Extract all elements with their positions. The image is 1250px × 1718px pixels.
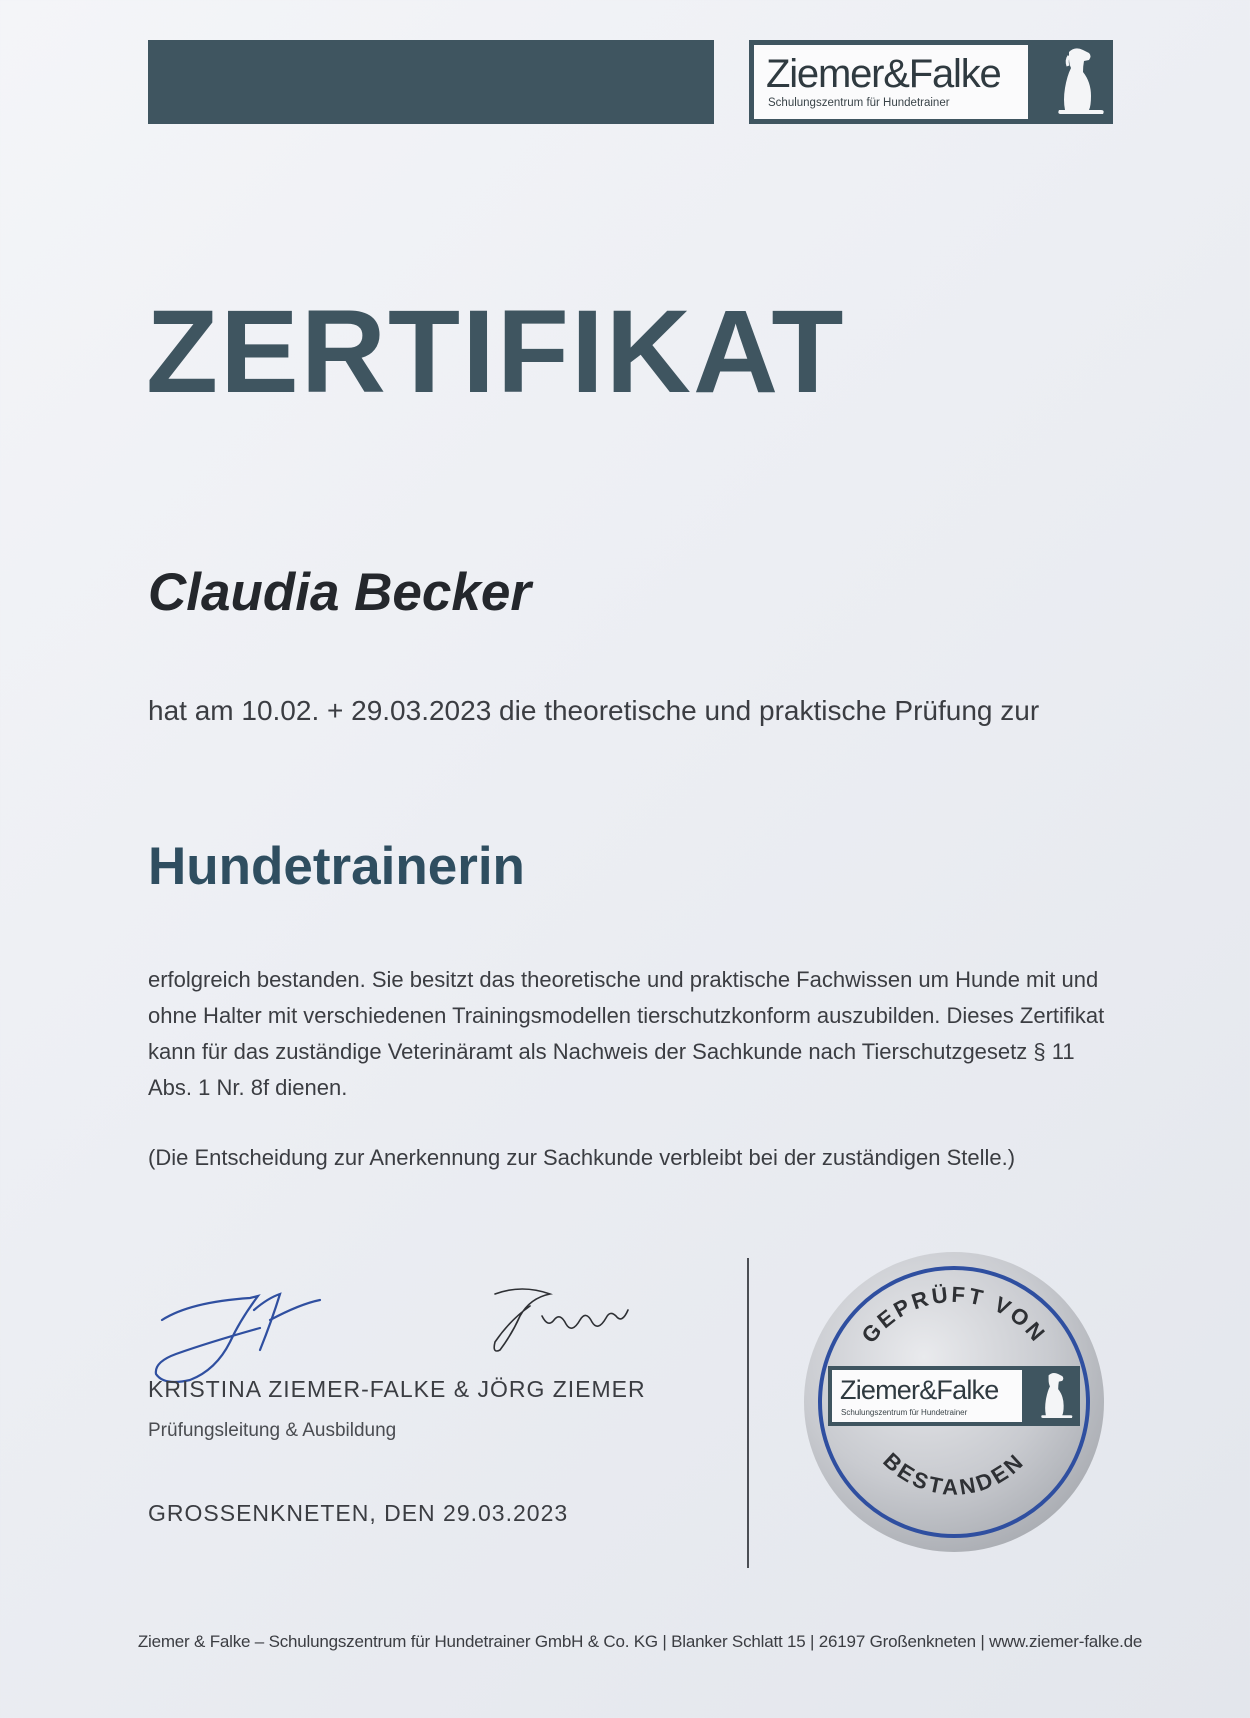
seal-logo-name: Ziemer&Falke bbox=[840, 1375, 999, 1405]
exam-intro-text: hat am 10.02. + 29.03.2023 die theoretische und praktische Prüfung zur bbox=[148, 695, 1040, 726]
certificate-title: ZERTIFIKAT bbox=[146, 286, 846, 418]
header-bar bbox=[148, 40, 714, 124]
seal-logo-text-panel bbox=[832, 1370, 1022, 1422]
sitting-dog-icon bbox=[1039, 44, 1109, 120]
recipient-name: Claudia Becker bbox=[148, 563, 531, 622]
logo-name: Ziemer&Falke bbox=[766, 52, 1001, 96]
qualification-title: Hundetrainerin bbox=[148, 837, 525, 896]
signer-names: KRISTINA ZIEMER-FALKE & JÖRG ZIEMER bbox=[148, 1376, 646, 1402]
seal-bottom-text: BESTANDEN bbox=[878, 1447, 1030, 1500]
recognition-note: (Die Entscheidung zur Anerkennung zur Sachkunde verbleibt bei der zuständigen Stelle.) bbox=[148, 1145, 1016, 1170]
logo-subtitle: Schulungszentrum für Hundetrainer bbox=[768, 97, 950, 109]
handwritten-signatures bbox=[150, 1280, 710, 1390]
signature-joerg-ziemer bbox=[494, 1289, 628, 1351]
certificate-body-text: erfolgreich bestanden. Sie besitzt das theoretische und praktische Fachwissen um Hunde mit und ohne Halter mit verschiedenen Trainingsmodellen tierschutzkonform auszubilden. Dieses Zertifikat kann für das zuständige Veterinäramt als Nachweis der Sachkunde nach Tierschutzgesetz § 11 Abs. 1 Nr. 8f dienen. bbox=[148, 967, 1105, 1100]
seal-top-text: GEPRÜFT VON bbox=[856, 1281, 1052, 1348]
signer-role: Prüfungsleitung & Ausbildung bbox=[148, 1420, 397, 1441]
vertical-divider bbox=[747, 1258, 749, 1568]
seal-sitting-dog-icon bbox=[1028, 1369, 1076, 1423]
seal-logo-subtitle: Schulungszentrum für Hundetrainer bbox=[841, 1408, 968, 1417]
footer-address: Ziemer & Falke – Schulungszentrum für Hundetrainer GmbH & Co. KG | Blanker Schlatt 15 | 26197 Großenkneten | www.ziemer-falke.de bbox=[137, 1632, 1143, 1651]
place-and-date: GROSSENKNETEN, DEN 29.03.2023 bbox=[148, 1500, 569, 1526]
brand-logo bbox=[749, 40, 1113, 124]
seal-brand-logo bbox=[828, 1366, 1080, 1426]
logo-text-panel bbox=[754, 45, 1028, 119]
signature-kristina-ziemer-falke bbox=[156, 1294, 320, 1382]
